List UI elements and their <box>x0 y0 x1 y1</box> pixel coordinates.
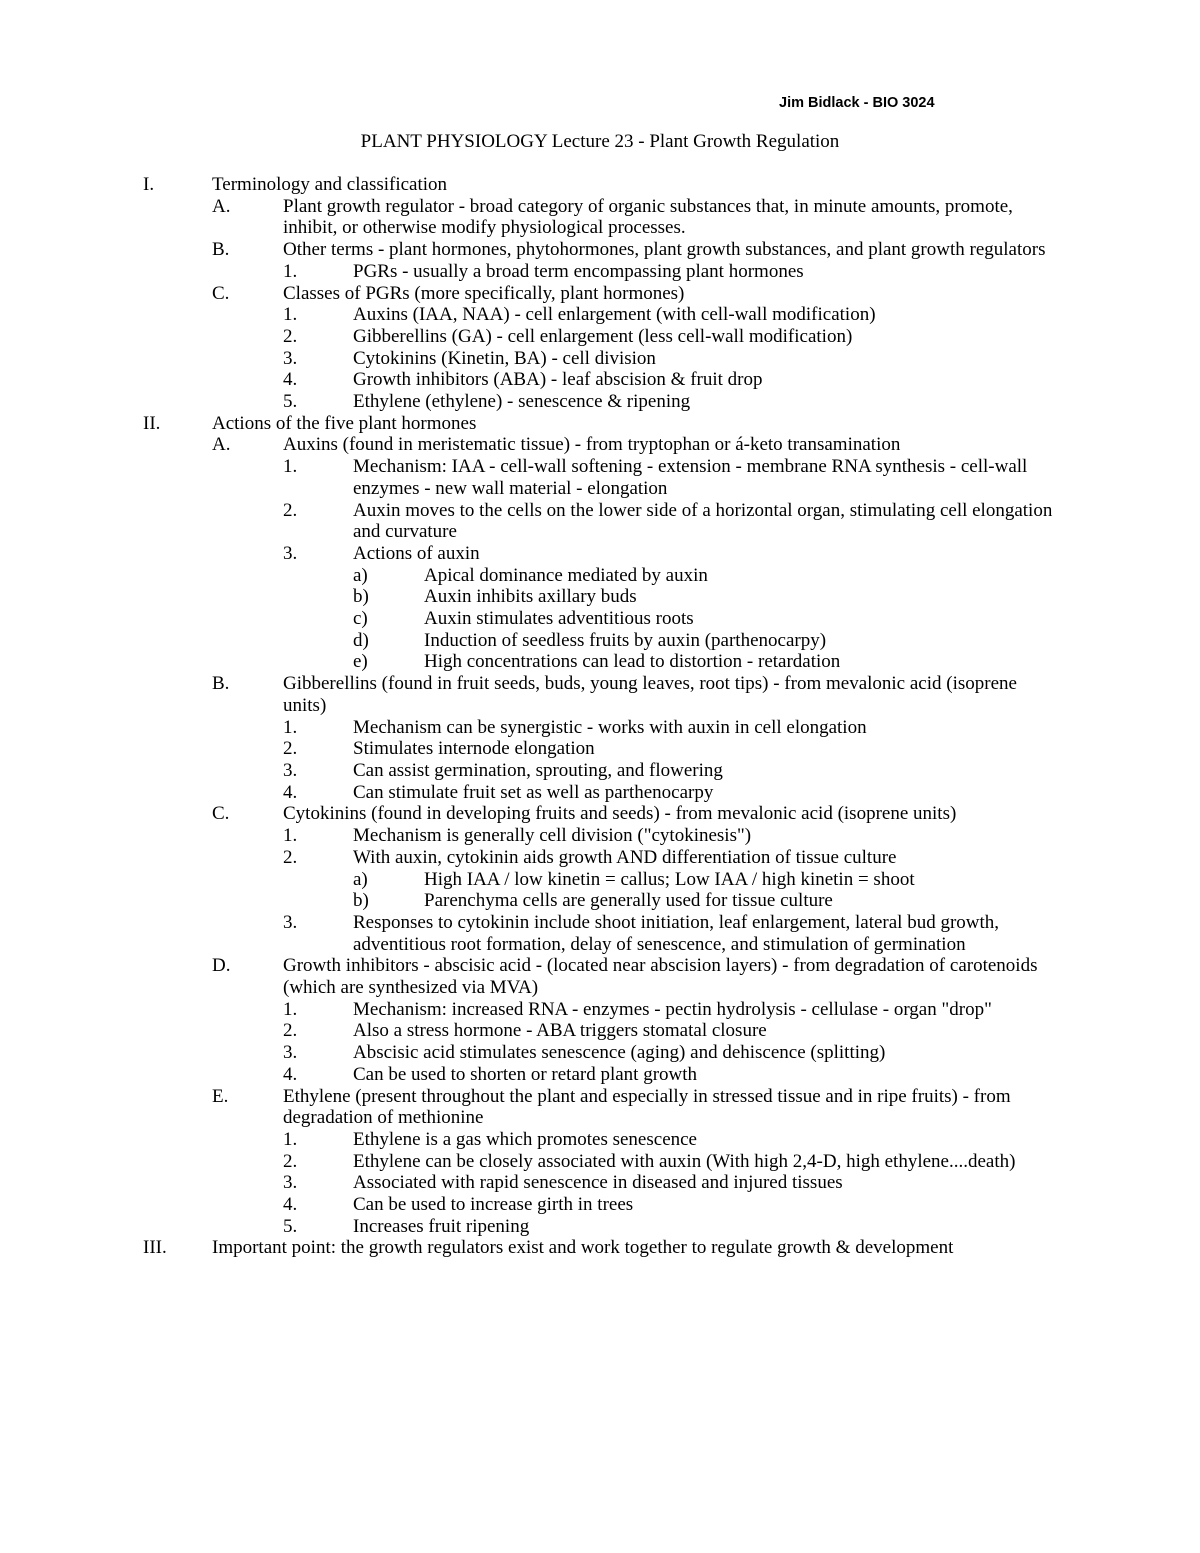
outline-text: Auxins (IAA, NAA) - cell enlargement (with cell-wall modification) <box>353 304 876 326</box>
outline-text: Growth inhibitors - abscisic acid - (located near abscision layers) - from degradation of carotenoids (which are synthesized via MVA) <box>283 955 1038 999</box>
outline-item-level-3 <box>0 890 1200 912</box>
outline-item-level-2 <box>0 1064 1200 1086</box>
outline-marker: 2. <box>283 738 298 760</box>
outline-item-level-3 <box>0 608 1200 630</box>
outline-marker: 2. <box>283 1020 298 1042</box>
outline-item-level-2 <box>0 261 1200 283</box>
outline-item-level-0 <box>0 174 1200 196</box>
outline-marker: 1. <box>283 304 298 326</box>
outline-marker: III. <box>143 1237 167 1259</box>
outline-text: Mechanism is generally cell division ("cytokinesis") <box>353 825 752 847</box>
outline-text: Cytokinins (Kinetin, BA) - cell division <box>353 347 656 369</box>
outline-text: Growth inhibitors (ABA) - leaf abscision & fruit drop <box>353 369 763 391</box>
outline-item-level-2 <box>0 1194 1200 1216</box>
outline-marker: A. <box>212 434 231 456</box>
outline-text: Abscisic acid stimulates senescence (aging) and dehiscence (splitting) <box>353 1042 886 1064</box>
outline-text: Mechanism: increased RNA - enzymes - pectin hydrolysis - cellulase - organ "drop" <box>353 998 992 1020</box>
outline-marker: 3. <box>283 911 298 933</box>
outline-marker: I. <box>143 174 155 195</box>
outline-marker: a) <box>353 564 368 586</box>
outline-item-level-2 <box>0 825 1200 847</box>
outline-marker: D. <box>212 955 231 977</box>
outline-marker: 2. <box>283 1150 298 1172</box>
outline-text: Mechanism can be synergistic - works with auxin in cell elongation <box>353 716 867 738</box>
outline-item-level-2 <box>0 738 1200 760</box>
outline-marker: e) <box>353 651 368 673</box>
outline-text: Mechanism: IAA - cell-wall softening - extension - membrane RNA synthesis - cell-wall enzymes - new wall material - elongation <box>353 456 1028 499</box>
outline-item-level-0 <box>0 413 1200 435</box>
outline-marker: 1. <box>283 998 298 1020</box>
outline-text: Gibberellins (GA) - cell enlargement (less cell-wall modification) <box>353 325 853 347</box>
outline-text: Auxin inhibits axillary buds <box>424 586 637 608</box>
outline-marker: d) <box>353 629 369 651</box>
outline-marker: 5. <box>283 391 298 413</box>
outline-marker: c) <box>353 608 368 630</box>
author-course-header: Jim Bidlack - BIO 3024 <box>779 95 935 111</box>
outline-item-level-2 <box>0 1216 1200 1238</box>
outline-item-level-2 <box>0 326 1200 348</box>
outline-text: PGRs - usually a broad term encompassing plant hormones <box>353 260 804 282</box>
outline-marker: 1. <box>283 260 298 282</box>
outline-item-level-1 <box>0 955 1200 998</box>
outline-item-level-3 <box>0 586 1200 608</box>
outline-text: Increases fruit ripening <box>353 1215 530 1237</box>
outline-marker: C. <box>212 803 230 825</box>
outline-item-level-3 <box>0 869 1200 891</box>
outline-item-level-2 <box>0 1151 1200 1173</box>
outline-marker: 4. <box>283 1194 298 1216</box>
outline-text: Terminology and classification <box>212 174 448 195</box>
outline-item-level-1 <box>0 239 1200 261</box>
outline-item-level-2 <box>0 912 1200 955</box>
outline-text: Ethylene (ethylene) - senescence & ripening <box>353 391 691 413</box>
outline-marker: 2. <box>283 846 298 868</box>
outline-text: Apical dominance mediated by auxin <box>424 564 708 586</box>
outline-marker: 1. <box>283 1128 298 1150</box>
outline-marker: a) <box>353 868 368 890</box>
outline-marker: E. <box>212 1085 229 1107</box>
outline-marker: B. <box>212 239 230 261</box>
outline-marker: 2. <box>283 325 298 347</box>
outline-marker: 4. <box>283 1063 298 1085</box>
outline-text: Actions of auxin <box>353 542 480 564</box>
outline-item-level-2 <box>0 847 1200 869</box>
outline-text: With auxin, cytokinin aids growth AND differentiation of tissue culture <box>353 846 897 868</box>
outline-text: High IAA / low kinetin = callus; Low IAA / high kinetin = shoot <box>424 868 915 890</box>
outline-item-level-2 <box>0 348 1200 370</box>
outline-text: Important point: the growth regulators exist and work together to regulate growth & development <box>212 1237 954 1259</box>
outline-item-level-3 <box>0 630 1200 652</box>
outline-item-level-2 <box>0 456 1200 499</box>
outline-item-level-2 <box>0 304 1200 326</box>
outline-item-level-1 <box>0 1086 1200 1129</box>
outline-marker: 4. <box>283 369 298 391</box>
outline-text: Can be used to shorten or retard plant growth <box>353 1063 698 1085</box>
outline-text: Plant growth regulator - broad category of organic substances that, in minute amounts, promote, inhibit, or otherwise modify physiological processes. <box>283 195 1013 239</box>
outline-marker: b) <box>353 890 369 912</box>
outline-marker: 3. <box>283 542 298 564</box>
outline-item-level-3 <box>0 651 1200 673</box>
outline-text: Ethylene can be closely associated with auxin (With high 2,4-D, high ethylene....death) <box>353 1150 1016 1172</box>
outline-marker: 2. <box>283 499 298 521</box>
outline-text: Cytokinins (found in developing fruits and seeds) - from mevalonic acid (isoprene units) <box>283 803 957 825</box>
outline-item-level-1 <box>0 283 1200 305</box>
outline-text: Also a stress hormone - ABA triggers stomatal closure <box>353 1020 767 1042</box>
outline-marker: b) <box>353 586 369 608</box>
outline-marker: 4. <box>283 781 298 803</box>
outline-item-level-2 <box>0 760 1200 782</box>
outline-item-level-2 <box>0 1129 1200 1151</box>
outline-item-level-2 <box>0 999 1200 1021</box>
outline-marker: 1. <box>283 716 298 738</box>
outline-marker: 3. <box>283 759 298 781</box>
outline-item-level-3 <box>0 565 1200 587</box>
outline-marker: 3. <box>283 1172 298 1194</box>
outline-item-level-2 <box>0 1042 1200 1064</box>
outline-text: Classes of PGRs (more specifically, plant hormones) <box>283 282 685 304</box>
outline-item-level-2 <box>0 717 1200 739</box>
outline-item-level-2 <box>0 391 1200 413</box>
outline-text: Actions of the five plant hormones <box>212 412 477 434</box>
outline-text: Parenchyma cells are generally used for tissue culture <box>424 890 833 912</box>
outline-text: Can stimulate fruit set as well as parthenocarpy <box>353 781 714 803</box>
outline-text: High concentrations can lead to distortion - retardation <box>424 651 841 673</box>
outline-text: Responses to cytokinin include shoot initiation, leaf enlargement, lateral bud growth, adventitious root formation, delay of senescence, and stimulation of germination <box>353 911 1000 955</box>
outline-item-level-2 <box>0 369 1200 391</box>
outline-text: Ethylene (present throughout the plant and especially in stressed tissue and in ripe fruits) - from degradation of methionine <box>283 1085 1011 1129</box>
outline-text: Ethylene is a gas which promotes senescence <box>353 1128 697 1150</box>
outline-marker: 1. <box>283 456 298 478</box>
outline-text: Induction of seedless fruits by auxin (parthenocarpy) <box>424 629 827 651</box>
outline-text: Gibberellins (found in fruit seeds, buds, young leaves, root tips) - from mevalonic acid (isoprene units) <box>283 673 1017 716</box>
outline-item-level-2 <box>0 1172 1200 1194</box>
outline-marker: II. <box>143 412 161 434</box>
lecture-outline <box>0 174 1200 1259</box>
outline-marker: 3. <box>283 1042 298 1064</box>
outline-item-level-2 <box>0 500 1200 543</box>
outline-text: Associated with rapid senescence in diseased and injured tissues <box>353 1172 843 1194</box>
outline-item-level-1 <box>0 434 1200 456</box>
outline-text: Can assist germination, sprouting, and flowering <box>353 759 723 781</box>
outline-item-level-0 <box>0 1237 1200 1259</box>
outline-item-level-2 <box>0 1020 1200 1042</box>
outline-text: Auxin moves to the cells on the lower side of a horizontal organ, stimulating cell elongation and curvature <box>353 499 1053 543</box>
outline-marker: 1. <box>283 825 298 847</box>
outline-marker: C. <box>212 282 230 304</box>
outline-item-level-1 <box>0 673 1200 716</box>
outline-text: Other terms - plant hormones, phytohormones, plant growth substances, and plant growth regulators <box>283 239 1046 261</box>
outline-text: Auxins (found in meristematic tissue) - from tryptophan or á-keto transamination <box>283 434 901 456</box>
outline-item-level-2 <box>0 782 1200 804</box>
outline-item-level-1 <box>0 803 1200 825</box>
outline-marker: 5. <box>283 1215 298 1237</box>
outline-item-level-1 <box>0 196 1200 239</box>
outline-text: Stimulates internode elongation <box>353 738 595 760</box>
outline-text: Can be used to increase girth in trees <box>353 1194 634 1216</box>
outline-item-level-2 <box>0 543 1200 565</box>
outline-marker: 3. <box>283 347 298 369</box>
outline-marker: A. <box>212 195 231 217</box>
page-title: PLANT PHYSIOLOGY Lecture 23 - Plant Growth Regulation <box>360 131 840 152</box>
outline-marker: B. <box>212 673 230 695</box>
outline-text: Auxin stimulates adventitious roots <box>424 608 694 630</box>
